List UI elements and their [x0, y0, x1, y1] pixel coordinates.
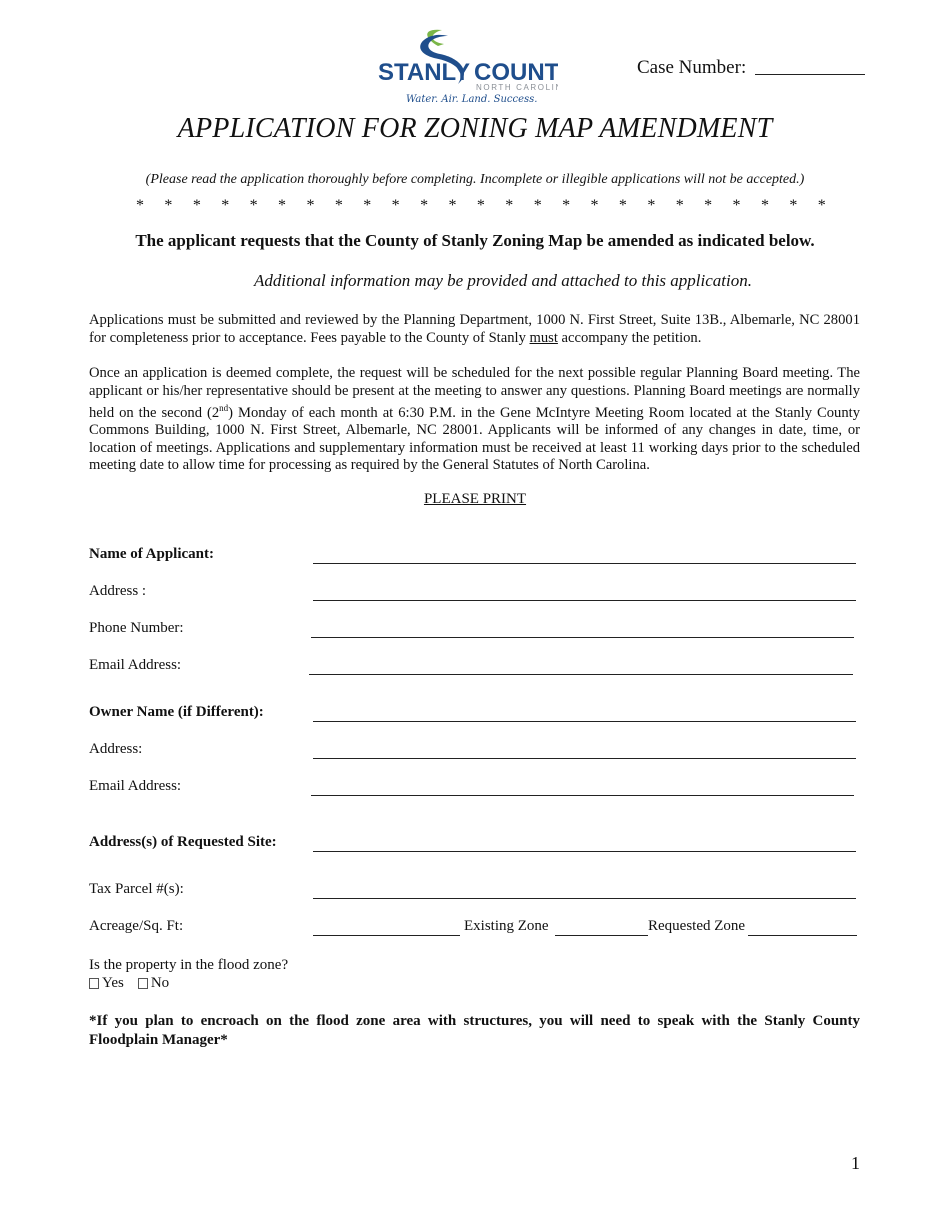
- owner-name-field[interactable]: [313, 721, 856, 722]
- existing-zone-label: Existing Zone: [464, 918, 549, 934]
- please-print-heading: PLEASE PRINT: [423, 491, 527, 507]
- acreage-label: Acreage/Sq. Ft:: [89, 918, 184, 934]
- divider-star: *: [334, 197, 343, 214]
- star-divider: [136, 197, 826, 215]
- instructions-note: (Please read the application thoroughly before completing. Incomplete or illegible applications will not be accepted.): [145, 172, 805, 187]
- divider-star: *: [817, 197, 826, 214]
- flood-zone-question: Is the property in the flood zone?: [89, 957, 289, 973]
- requested-site-address-field[interactable]: [313, 851, 856, 852]
- divider-star: *: [363, 197, 372, 214]
- meeting-text-b: ) Monday of each month at 6:30 P.M. in the Gene McIntyre Meeting Room located at the Stanly County Commons Building, 1000 N. First Street, Albemarle, NC 28001. Applicants will be informed of any changes in date, time, or location of meetings. Applications and supplementary information must be received at least 11 working days prior to the scheduled meeting date to allow time for processing as required by the General Statutes of North Carolina.: [89, 404, 860, 474]
- requested-zone-label: Requested Zone: [648, 918, 746, 934]
- divider-star: *: [192, 197, 201, 214]
- divider-star: *: [391, 197, 400, 214]
- flood-yes-option[interactable]: [89, 975, 124, 992]
- acreage-field[interactable]: [313, 935, 460, 936]
- existing-zone-field[interactable]: [555, 935, 648, 936]
- divider-star: *: [675, 197, 684, 214]
- owner-email-label: Email Address:: [89, 778, 182, 794]
- owner-address-label: Address:: [89, 741, 143, 757]
- submission-text-a: Applications must be submitted and reviewed by the Planning Department, 1000 N. First Street, Suite 13B., Albemarle, NC 28001 for completeness prior to acceptance. Fees payable to the County of Stanly: [89, 312, 860, 346]
- flood-no-option[interactable]: [138, 975, 169, 992]
- request-statement: The applicant requests that the County of Stanly Zoning Map be amended as indicated below.: [135, 231, 815, 250]
- logo-name: STANLY: [378, 59, 471, 86]
- divider-star: *: [448, 197, 457, 214]
- checkbox-icon[interactable]: [89, 978, 99, 989]
- divider-star: *: [618, 197, 627, 214]
- divider-star: *: [647, 197, 656, 214]
- meeting-text-a: Once an application is deemed complete, the request will be scheduled for the next possible regular Planning Board meeting. The applicant or his/her representative should be present at the meeting to answer any questions. Planning Board meetings are normally held on the second (2: [89, 365, 860, 421]
- logo-state: NORTH CAROLI: [476, 83, 556, 92]
- divider-star: *: [590, 197, 599, 214]
- divider-star: *: [278, 197, 287, 214]
- name-of-applicant-field[interactable]: [313, 563, 856, 564]
- checkbox-icon[interactable]: [138, 978, 148, 989]
- submission-text-b: accompany the petition.: [557, 329, 702, 346]
- divider-star: *: [789, 197, 798, 214]
- requested-site-address-label: Address(s) of Requested Site:: [89, 834, 277, 850]
- name-of-applicant-label: Name of Applicant:: [89, 546, 214, 562]
- logo-swoosh-icon: [376, 28, 558, 106]
- tax-parcel-label: Tax Parcel #(s):: [89, 881, 184, 897]
- tax-parcel-field[interactable]: [313, 898, 856, 899]
- ordinal-suffix: nd: [219, 403, 229, 413]
- submission-paragraph: [89, 312, 860, 347]
- page-title: APPLICATION FOR ZONING MAP AMENDMENT: [177, 113, 773, 144]
- owner-email-field[interactable]: [311, 795, 854, 796]
- must-emphasis: must: [529, 329, 558, 346]
- flood-yes-label: Yes: [102, 975, 124, 991]
- divider-star: *: [732, 197, 741, 214]
- divider-star: *: [533, 197, 542, 214]
- flood-no-label: No: [150, 975, 170, 991]
- logo-tagline: Water. Air. Land. Success.: [406, 94, 538, 105]
- divider-star: *: [704, 197, 713, 214]
- floodplain-warning: *If you plan to encroach on the flood zone area with structures, you will need to speak with the Stanly County Floodplain Manager*: [89, 1013, 860, 1048]
- applicant-address-field[interactable]: [313, 600, 856, 601]
- page-number: 1: [851, 1153, 860, 1173]
- divider-star: *: [505, 197, 514, 214]
- owner-name-label: Owner Name (if Different):: [89, 704, 264, 720]
- case-number: [637, 57, 865, 79]
- divider-star: *: [306, 197, 315, 214]
- applicant-address-label: Address :: [89, 583, 147, 599]
- case-number-field[interactable]: [755, 74, 865, 75]
- owner-address-field[interactable]: [313, 758, 856, 759]
- divider-star: *: [164, 197, 173, 214]
- additional-info-note: Additional information may be provided and attached to this application.: [254, 271, 752, 290]
- divider-star: *: [476, 197, 485, 214]
- case-number-label: Case Number:: [637, 57, 747, 78]
- logo-county: COUNT: [474, 59, 558, 86]
- divider-star: *: [420, 197, 429, 214]
- divider-star: *: [760, 197, 769, 214]
- divider-star: *: [249, 197, 258, 214]
- meeting-paragraph: [89, 365, 860, 475]
- divider-star: *: [221, 197, 230, 214]
- phone-number-label: Phone Number:: [89, 620, 184, 636]
- divider-star: *: [562, 197, 571, 214]
- applicant-email-label: Email Address:: [89, 657, 182, 673]
- phone-number-field[interactable]: [311, 637, 854, 638]
- requested-zone-field[interactable]: [748, 935, 857, 936]
- stanly-county-logo: [376, 28, 558, 106]
- flood-zone-options: [89, 975, 169, 992]
- divider-star: *: [136, 197, 144, 214]
- applicant-email-field[interactable]: [309, 674, 853, 675]
